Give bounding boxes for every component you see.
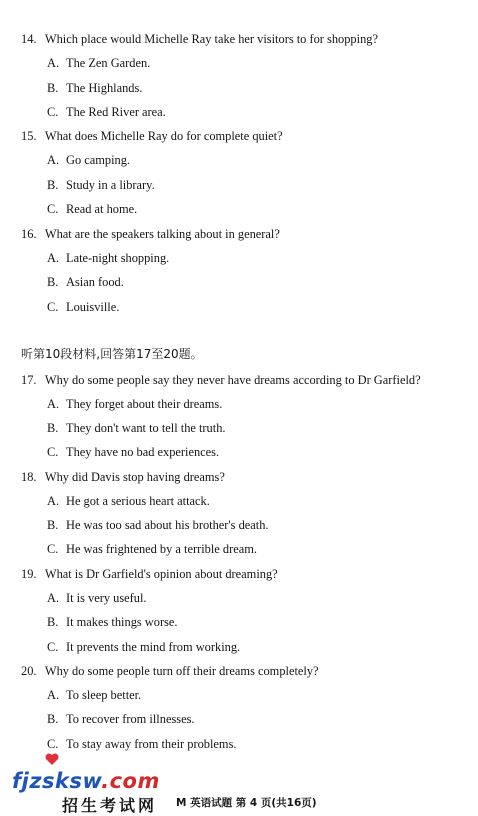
question-17: 17. Why do some people say they never have dreams according to Dr Garfield?	[21, 373, 421, 387]
option-15c: C. Read at home.	[47, 202, 138, 216]
site-logo: fjzsksw.com	[12, 769, 160, 793]
option-18a: A. He got a serious heart attack.	[47, 494, 210, 508]
option-18b: B. He was too sad about his brother's death.	[47, 518, 269, 532]
option-16b: B. Asian food.	[47, 275, 124, 289]
option-17b: B. They don't want to tell the truth.	[47, 421, 226, 435]
option-19c: C. It prevents the mind from working.	[47, 640, 241, 654]
brand-name: 招生考试网	[62, 796, 158, 815]
question-20: 20. Why do some people turn off their dreams completely?	[21, 664, 319, 678]
option-20b: B. To recover from illnesses.	[47, 712, 195, 726]
question-15: 15. What does Michelle Ray do for complete quiet?	[21, 129, 283, 143]
option-16a: A. Late-night shopping.	[47, 251, 170, 265]
option-15a: A. Go camping.	[47, 153, 131, 167]
option-20c: C. To stay away from their problems.	[47, 737, 237, 751]
question-16: 16. What are the speakers talking about in general?	[21, 227, 280, 241]
question-19: 19. What is Dr Garfield's opinion about dreaming?	[21, 567, 278, 581]
option-14c: C. The Red River area.	[47, 105, 166, 119]
option-16c: C. Louisville.	[47, 300, 120, 314]
section-instruction: 听第10段材料,回答第17至20题。	[21, 347, 203, 361]
option-19b: B. It makes things worse.	[47, 615, 178, 629]
page-footer	[0, 765, 478, 815]
page-number-info: M 英语试题 第 4 页(共16页)	[176, 797, 317, 809]
option-20a: A. To sleep better.	[47, 688, 142, 702]
option-14b: B. The Highlands.	[47, 81, 143, 95]
option-17a: A. They forget about their dreams.	[47, 397, 223, 411]
question-18: 18. Why did Davis stop having dreams?	[21, 470, 225, 484]
option-17c: C. They have no bad experiences.	[47, 445, 220, 459]
option-19a: A. It is very useful.	[47, 591, 147, 605]
option-14a: A. The Zen Garden.	[47, 56, 151, 70]
heart-icon	[44, 751, 60, 767]
option-18c: C. He was frightened by a terrible dream.	[47, 542, 257, 556]
question-14: 14. Which place would Michelle Ray take her visitors to for shopping?	[21, 32, 378, 46]
option-15b: B. Study in a library.	[47, 178, 155, 192]
